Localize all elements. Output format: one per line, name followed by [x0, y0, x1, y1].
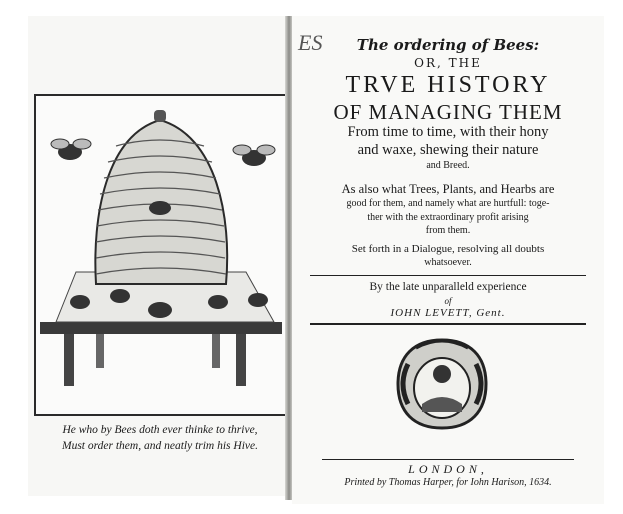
- table-top: [40, 322, 282, 334]
- also-line: good for them, and namely what are hurtfull: toge-: [346, 198, 550, 209]
- divider-rule: [322, 459, 574, 460]
- bee-wing: [257, 145, 275, 155]
- title-managing: OF MANAGING THEM: [333, 100, 563, 124]
- imprint-printer: Printed by Thomas Harper, for Iohn Harison, 1634.: [344, 477, 552, 488]
- frontispiece-page: [28, 16, 290, 496]
- divider-rule: [310, 323, 586, 325]
- bee-wing: [233, 145, 251, 155]
- subtitle-line: and waxe, shewing their nature: [357, 142, 539, 158]
- subtitle-line: From time to time, with their hony: [347, 124, 549, 140]
- table-leg-back-left: [96, 334, 104, 368]
- bee: [110, 289, 130, 303]
- bee: [208, 295, 228, 309]
- by-line: By the late unparalleld experience: [369, 281, 527, 293]
- hive-knob: [154, 110, 166, 122]
- title-ordering: The ordering of Bees:: [356, 36, 540, 54]
- bee-wing: [73, 139, 91, 149]
- of-line: of: [444, 296, 452, 306]
- subtitle-line: and Breed.: [426, 160, 470, 171]
- imprint-city: LONDON,: [408, 462, 488, 476]
- frontispiece-caption: [30, 422, 290, 454]
- table-leg-back-right: [212, 334, 220, 368]
- marginal-note: ES: [298, 30, 323, 55]
- bee: [148, 302, 172, 318]
- title-true-history: TRVE HISTORY: [345, 72, 551, 98]
- also-line: ther with the extraordinary profit arising: [367, 212, 529, 223]
- printers-device-icon: [392, 334, 492, 434]
- bee: [149, 201, 171, 215]
- dialogue-line: whatsoever.: [424, 257, 472, 268]
- bee: [248, 293, 268, 307]
- dialogue-line: Set forth in a Dialogue, resolving all doubts: [351, 243, 545, 255]
- caption-line: Must order them, and neatly trim his Hive.: [61, 440, 258, 452]
- table-leg-right: [236, 334, 246, 386]
- table-leg-left: [64, 334, 74, 386]
- caption-line: He who by Bees doth ever thinke to thrive,: [62, 424, 258, 436]
- bee-wing: [51, 139, 69, 149]
- author-name: IOHN LEVETT, Gent.: [390, 307, 506, 319]
- also-line: from them.: [425, 225, 471, 236]
- bee: [70, 295, 90, 309]
- beehive-illustration: [36, 96, 288, 414]
- beehive-woodcut: [34, 94, 290, 416]
- also-line: As also what Trees, Plants, and Hearbs are: [341, 182, 555, 196]
- title-page: [292, 16, 604, 504]
- title-or: OR, THE: [414, 56, 482, 70]
- divider-rule: [310, 275, 586, 276]
